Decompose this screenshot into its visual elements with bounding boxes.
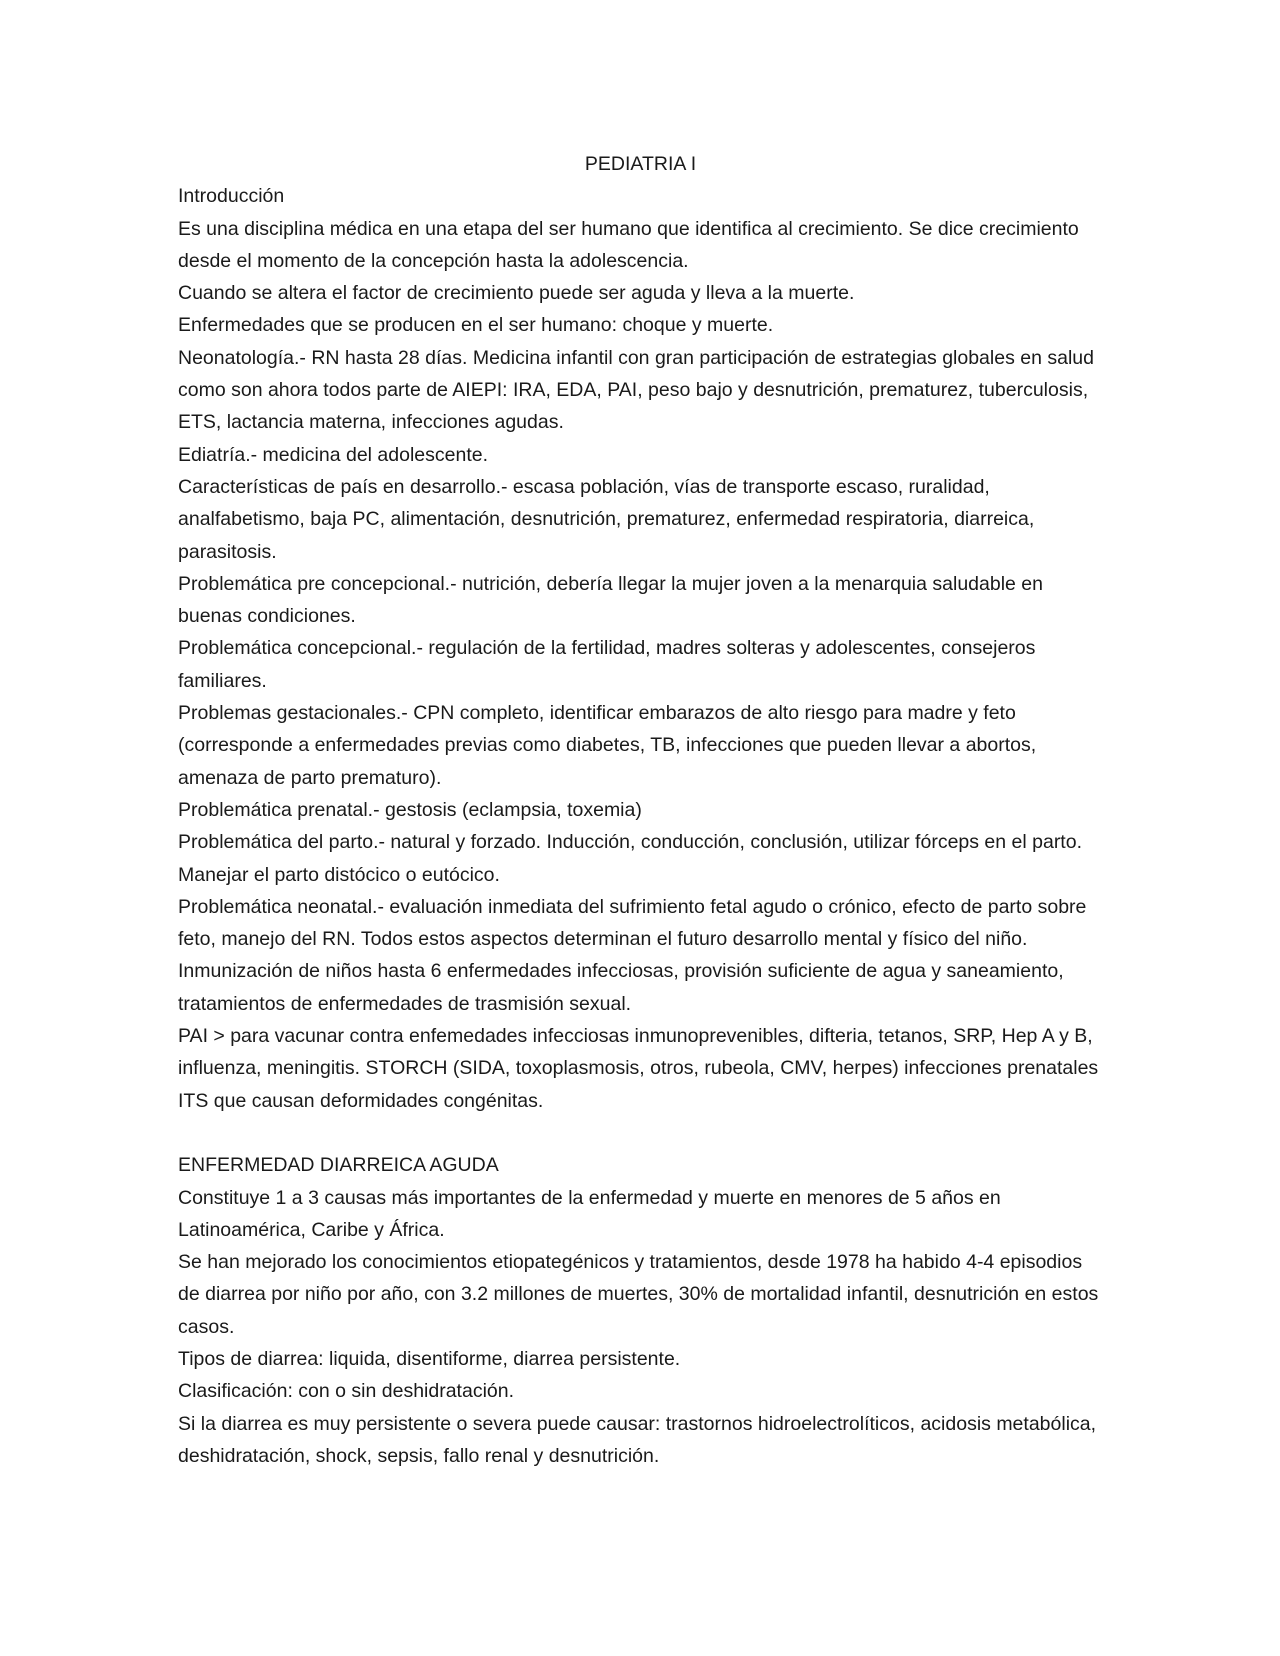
paragraph: PAI > para vacunar contra enfemedades infecciosas inmunoprevenibles, difteria, tetanos, SRP, Hep A y B, influenza, meningitis. STORCH (SIDA, toxoplasmosis, otros, rubeola, CMV, herpes) infecciones prenatales ITS que causan deformidades congénitas. xyxy=(178,1025,1099,1112)
paragraph: Enfermedades que se producen en el ser humano: choque y muerte. xyxy=(178,314,774,337)
paragraph: Tipos de diarrea: liquida, disentiforme, diarrea persistente. xyxy=(178,1347,681,1370)
paragraph: Neonatología.- RN hasta 28 días. Medicina infantil con gran participación de estrategias globales en salud como son ahora todos parte de AIEPI: IRA, EDA, PAI, peso bajo y desnutrición, prematurez, tuberculosis, ETS, lactancia materna, infecciones agudas. xyxy=(178,346,1094,434)
paragraph: Problemas gestacionales.- CPN completo, identificar embarazos de alto riesgo para madre y feto (corresponde a enfermedades previas como diabetes, TB, infecciones que pueden llevar a abortos, amenaza de parto prematuro). xyxy=(178,702,1037,789)
paragraph: Se han mejorado los conocimientos etiopategénicos y tratamientos, desde 1978 ha habido 4-4 episodios de diarrea por niño por año, con 3.2 millones de muertes, 30% de mortalidad infantil, desnutrición en estos casos. xyxy=(178,1251,1099,1338)
paragraph: Inmunización de niños hasta 6 enfermedades infecciosas, provisión suficiente de agua y saneamiento, tratamientos de enfermedades de trasmisión sexual. xyxy=(178,960,1064,1015)
blank-line xyxy=(178,1117,1103,1149)
paragraph: Es una disciplina médica en una etapa del ser humano que identifica al crecimiento. Se dice crecimiento desde el momento de la concepción hasta la adolescencia. xyxy=(178,217,1079,272)
paragraph: Problemática del parto.- natural y forzado. Inducción, conducción, conclusión, utilizar fórceps en el parto. Manejar el parto distócico o eutócico. xyxy=(178,831,1082,886)
paragraph: Características de país en desarrollo.- escasa población, vías de transporte escaso, ruralidad, analfabetismo, baja PC, alimentación, desnutrición, prematurez, enfermedad respiratoria, diarreica, parasitosis. xyxy=(178,475,1035,563)
paragraph: Problemática prenatal.- gestosis (eclampsia, toxemia) xyxy=(178,798,642,821)
paragraph: Problemática concepcional.- regulación de la fertilidad, madres solteras y adolescentes, consejeros familiares. xyxy=(178,637,1036,692)
document-body xyxy=(178,148,1103,1472)
section-heading-introduccion: Introducción xyxy=(178,185,285,208)
paragraph: Problemática neonatal.- evaluación inmediata del sufrimiento fetal agudo o crónico, efecto de parto sobre feto, manejo del RN. Todos estos aspectos determinan el futuro desarrollo mental y físico del niño. xyxy=(178,895,1087,951)
paragraph: Cuando se altera el factor de crecimiento puede ser aguda y lleva a la muerte. xyxy=(178,282,855,305)
paragraph: Si la diarrea es muy persistente o severa puede causar: trastornos hidroelectrolíticos, acidosis metabólica, deshidratación, shock, sepsis, fallo renal y desnutrición. xyxy=(178,1412,1097,1467)
paragraph: Constituye 1 a 3 causas más importantes de la enfermedad y muerte en menores de 5 años en Latinoamérica, Caribe y África. xyxy=(178,1186,1001,1241)
paragraph: Clasificación: con o sin deshidratación. xyxy=(178,1380,515,1403)
section-heading-eda: ENFERMEDAD DIARREICA AGUDA xyxy=(178,1154,499,1177)
document-title: PEDIATRIA I xyxy=(584,153,697,175)
paragraph: Problemática pre concepcional.- nutrición, debería llegar la mujer joven a la menarquia saludable en buenas condiciones. xyxy=(178,572,1043,628)
paragraph: Ediatría.- medicina del adolescente. xyxy=(178,443,489,466)
